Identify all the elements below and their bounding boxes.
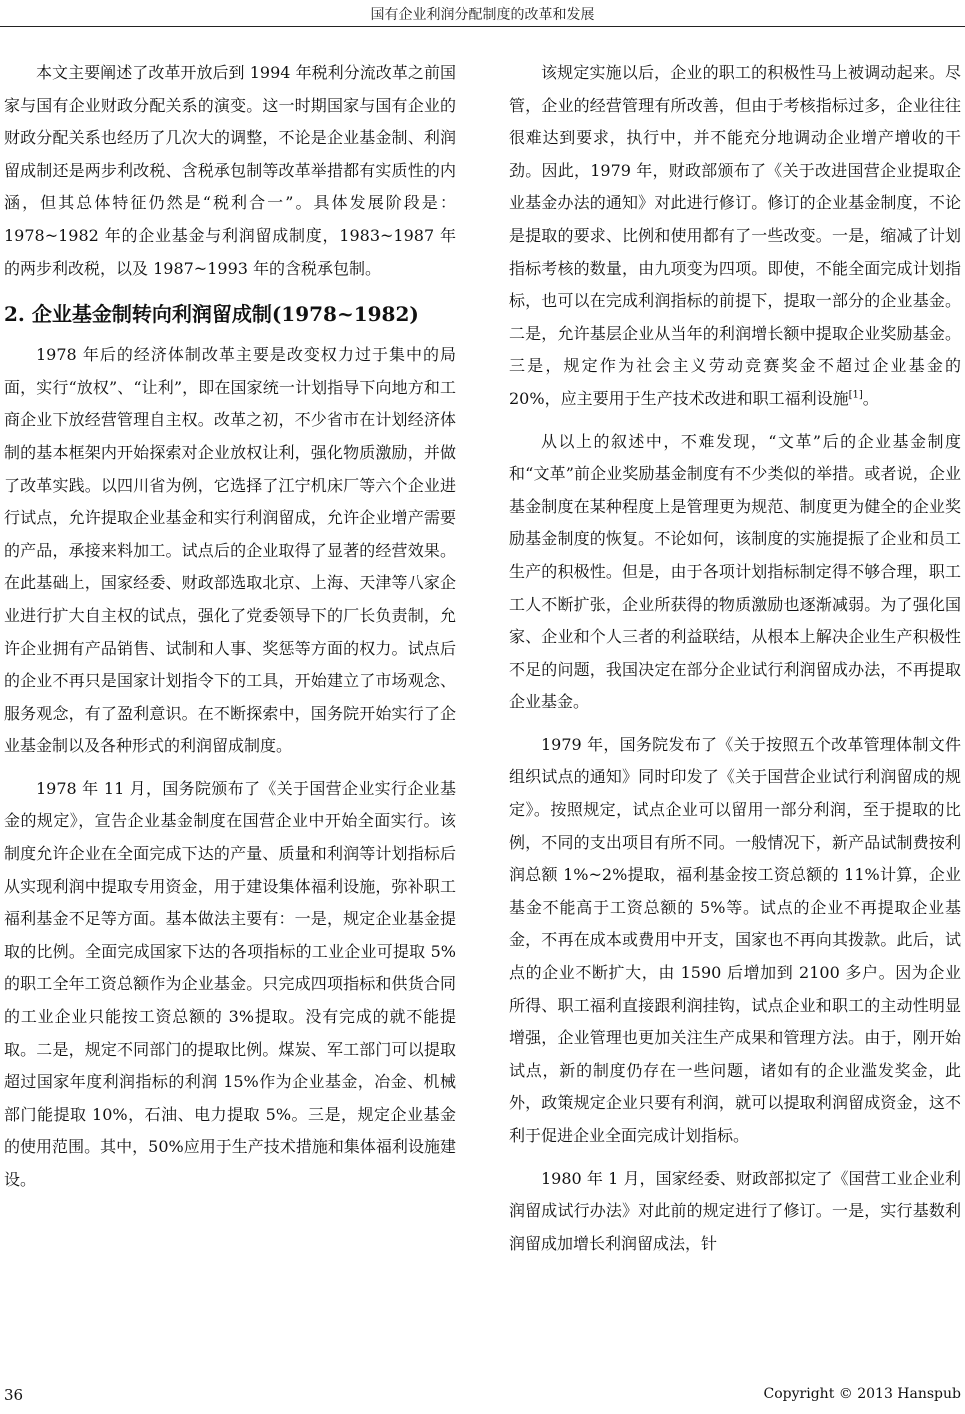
page-number: 36 bbox=[4, 1386, 24, 1404]
paragraph-end: 。 bbox=[862, 388, 879, 408]
copyright-notice: Copyright © 2013 Hanspub bbox=[763, 1386, 961, 1402]
body-paragraph: 1979 年，国务院发布了《关于按照五个改革管理体制文件组织试点的通知》同时印发了《关于国营企业试行利润留成的规定》。按照规定，试点企业可以留用一部分利润，至于提取的比例，不同的支出项目有所不同。一般情况下，新产品试制费按利润总额 1%~2%提取，福利基金按工资总额的 11%计算，企业基金不能高于工资总额的 5%等。试点的企业不再提取企业基金，不再在成本或费用中开支，国家也不再向其拨款。此后，试点的企业不断扩大，由 1590 后增加到 2100 多户。因为企业所得、职工福利直接跟利润挂钩，试点企业和职工的主动性明显增强，企业管理也更加关注生产成果和管理方法。由于，刚开始试点，新的制度仍存在一些问题，诸如有的企业滥发奖金，此外，政策规定企业只要有利润，就可以提取利润留成资金，这不利于促进企业全面完成计划指标。 bbox=[509, 734, 961, 1145]
citation-reference[interactable]: [1] bbox=[848, 389, 863, 401]
body-paragraph: 从以上的叙述中，不难发现，“文革”后的企业基金制度和“文革”前企业奖励基金制度有不少类似的举措。或者说，企业基金制度在某种程度上是管理更为规范、制度更为健全的企业奖励基金制度的恢复。不论如何，该制度的实施提振了企业和员工生产的积极性。但是，由于各项计划指标制定得不够合理，职工工人不断扩张，企业所获得的物质激励也逐渐减弱。为了强化国家、企业和个人三者的利益联结，从根本上解决企业生产积极性不足的问题，我国决定在部分企业试行利润留成办法，不再提取企业基金。 bbox=[509, 431, 961, 712]
intro-paragraph: 本文主要阐述了改革开放后到 1994 年税利分流改革之前国家与国有企业财政分配关系的演变。这一时期国家与国有企业的财政分配关系也经历了几次大的调整，不论是企业基金制、利润留成制还是两步利改税、含税承包制等改革举措都有实质性的内涵，但其总体特征仍然是“税利合一”。具体发展阶段是：1978~1982 年的企业基金与利润留成制度，1983~1987 年的两步利改税，以及 1987~1993 年的含税承包制。 bbox=[4, 63, 456, 278]
right-column bbox=[509, 57, 961, 1260]
left-column bbox=[4, 57, 456, 1197]
header-rule bbox=[0, 26, 965, 27]
body-paragraph: 1978 年后的经济体制改革主要是改变权力过于集中的局面，实行“放权”、“让利”，即在国家统一计划指导下向地方和工商企业下放经营管理自主权。改革之初，不少省市在计划经济体制的基本框架内开始探索对企业放权让利，强化物质激励，并做了改革实践。以四川省为例，它选择了江宁机床厂等六个企业进行试点，允许提取企业基金和实行利润留成，允许企业增产需要的产品，承接来料加工。试点后的企业取得了显著的经营效果。在此基础上，国家经委、财政部选取北京、上海、天津等八家企业进行扩大自主权的试点，强化了党委领导下的厂长负责制，允许企业拥有产品销售、试制和人事、奖惩等方面的权力。试点后的企业不再只是国家计划指令下的工具，开始建立了市场观念、服务观念，有了盈利意识。在不断探索中，国务院开始实行了企业基金制以及各种形式的利润留成制度。 bbox=[4, 345, 456, 756]
section-heading: 2. 企业基金制转向利润留成制(1978~1982) bbox=[4, 302, 419, 327]
body-paragraph bbox=[509, 57, 961, 416]
body-paragraph: 1980 年 1 月，国家经委、财政部拟定了《国营工业企业利润留成试行办法》对此前的规定进行了修订。一是，实行基数利润留成加增长利润留成法，针 bbox=[509, 1168, 961, 1253]
body-paragraph: 1978 年 11 月，国务院颁布了《关于国营企业实行企业基金的规定》，宣告企业基金制度在国营企业中开始全面实行。该制度允许企业在全面完成下达的产量、质量和利润等计划指标后从实现利润中提取专用资金，用于建设集体福利设施，弥补职工福利基金不足等方面。基本做法主要有：一是，规定企业基金提取的比例。全面完成国家下达的各项指标的工业企业可提取 5%的职工全年工资总额作为企业基金。只完成四项指标和供货合同的工业企业只能按工资总额的 3%提取。没有完成的就不能提取。二是，规定不同部门的提取比例。煤炭、军工部门可以提取超过国家年度利润指标的利润 15%作为企业基金，冶金、机械部门能提取 10%，石油、电力提取 5%。三是，规定企业基金的使用范围。其中，50%应用于生产技术措施和集体福利设施建设。 bbox=[4, 778, 456, 1189]
paragraph-text: 该规定实施以后，企业的职工的积极性马上被调动起来。尽管，企业的经营管理有所改善，但由于考核指标过多，企业往往很难达到要求，执行中，并不能充分地调动企业增产增收的干劲。因此，1979 年，财政部颁布了《关于改进国营企业提取企业基金办法的通知》对此进行修订。修订的企业基金制度，不论是提取的要求、比例和使用都有了一些改变。一是，缩减了计划指标考核的数量，由九项变为四项。即使，不能全面完成计划指标，也可以在完成利润指标的前提下，提取一部分的企业基金。二是，允许基层企业从当年的利润增长额中提取企业奖励基金。三是，规定作为社会主义劳动竞赛奖金不超过企业基金的 20%，应主要用于生产技术改进和职工福利设施 bbox=[509, 63, 961, 408]
running-title: 国有企业利润分配制度的改革和发展 bbox=[370, 7, 595, 23]
